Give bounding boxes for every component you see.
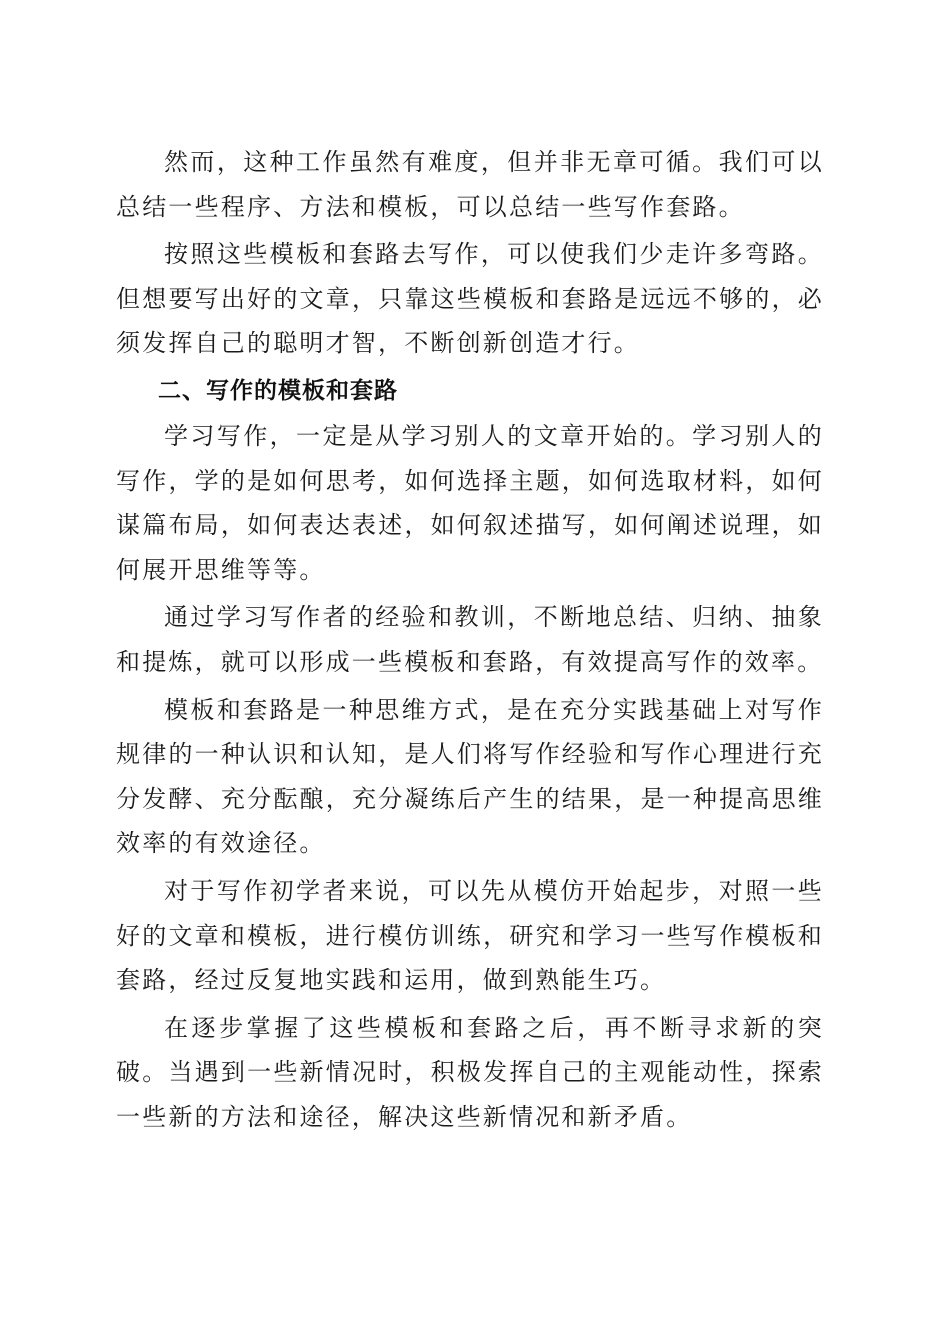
section-heading: 二、写作的模板和套路 xyxy=(158,377,398,404)
paragraph-intro-2: 按照这些模板和套路去写作，可以使我们少走许多弯路。但想要写出好的文章，只靠这些模板和套路是远远不够的，必须发挥自己的聪明才智，不断创新创造才行。 xyxy=(116,240,824,358)
paragraph-thinking-mode: 模板和套路是一种思维方式，是在充分实践基础上对写作规律的一种认识和认知，是人们将写作经验和写作心理进行充分发酵、充分酝酿，充分凝练后产生的结果，是一种提高思维效率的有效途径。 xyxy=(116,695,824,858)
paragraph-breakthrough: 在逐步掌握了这些模板和套路之后，再不断寻求新的突破。当遇到一些新情况时，积极发挥自己的主观能动性，探索一些新的方法和途径，解决这些新情况和新矛盾。 xyxy=(116,1013,824,1131)
paragraph-learning: 学习写作，一定是从学习别人的文章开始的。学习别人的写作，学的是如何思考，如何选择主题，如何选取材料，如何谋篇布局，如何表达表述，如何叙述描写，如何阐述说理，如何展开思维等等。 xyxy=(116,421,824,584)
paragraph-intro-1: 然而，这种工作虽然有难度，但并非无章可循。我们可以总结一些程序、方法和模板，可以总结一些写作套路。 xyxy=(116,148,824,221)
paragraph-beginners: 对于写作初学者来说，可以先从模仿开始起步，对照一些好的文章和模板，进行模仿训练，研究和学习一些写作模板和套路，经过反复地实践和运用，做到熟能生巧。 xyxy=(116,876,824,995)
paragraph-summarize: 通过学习写作者的经验和教训，不断地总结、归纳、抽象和提炼，就可以形成一些模板和套路，有效提高写作的效率。 xyxy=(116,603,824,676)
document-body xyxy=(116,140,824,1142)
